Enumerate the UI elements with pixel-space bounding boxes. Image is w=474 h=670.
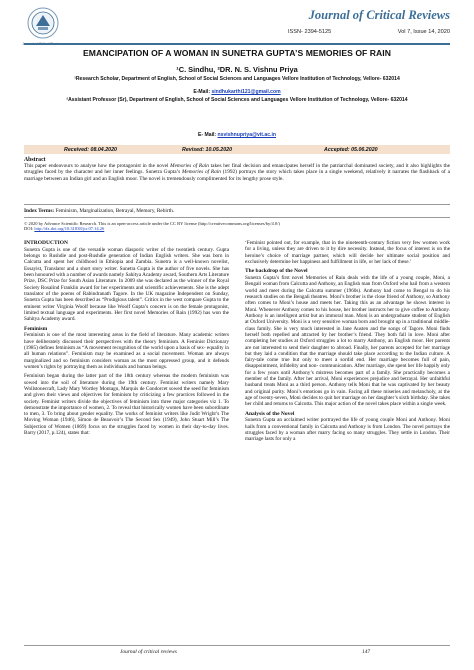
issn: ISSN- 2394-5125	[288, 29, 332, 35]
abstract-text	[24, 163, 450, 182]
dates-bar	[24, 145, 450, 154]
abstract-text-part: This paper endeavours to analyse how the protagonist in the novel	[24, 163, 171, 169]
license	[24, 221, 450, 232]
analysis-heading: Analysis of the Novel	[245, 410, 295, 417]
email-1	[60, 89, 414, 95]
footer-rule	[24, 645, 450, 646]
received-date: Received: 08.04.2020	[64, 146, 118, 153]
keywords-label: Index Terms:	[24, 208, 55, 214]
backdrop-text: Sunetra Gupta’s first novel Memories of Rain deals with the life of a young couple, Moni, a Bengali woman from Calcutta and Anthony, an English man from Oxford who hail from a western world and meet during the Calcutta summer (1960s). Anthony had come to Bengal to do his research studies on the Bengali theatres. Moni’s brother is the close friend of Anthony, so Anthony often comes to Moni’s house and meets her. Taking this as an advantage he shows interest in Moni. Whenever Anthony comes to his house, her brother instructs her to give coffee to Anthony. Anthony is an intelligent artist but an immoral man. Moni is an undergraduate student of English at Oxford University. Moni is a very sensitive woman born and brought up in a traditional middle-class family. She is very much interested in Jane Austen and the songs of Tagore. Moni finds herself both repelled and attracted by her brother’s friend. They both fall in love. Moni after completing her studies at Oxford struggles a lot to marry Anthony, an English moor. Her parents are not interested to send their daughter to abroad. Finally, her parents accepted for her marriage but they laid a condition that the marriage should take place according to the Indian culture. A fairy-tale come true but only to meet a sordid end. Her marriage becomes full of pain, disappointment, infidelity and non- communication. After marriage, she spent her life happily only for a few years until Anthony’s mistress becomes part of a family. She practically becomes a member of the family. After her arrival, Moni experiences prejudice and betrayal. Her unfaithful husband treats Moni as a third person. Anthony tells Moni that he was captivated by her beauty and original purity. Moni’s emotions go in vain. Facing all these miseries and melancholy, at the age of twenty-seven, Moni decides to quit her marriage on her daughter’s sixth birthday. She takes her child and returns to Calcutta. This major action of the novel takes place within a single week.	[245, 275, 450, 408]
block-quote: ‘Feminist pointed out, for example, that in the nineteenth-century fiction very few women work for a living, unless they are driven to it by dire necessity. Instead, the focus of interest is on the heroine’s choice of marriage partner, which will decide her ultimate social position and exclusively determine her happiness and fulfillment in life, or her lack of these.’	[245, 240, 450, 265]
authors: ¹C. Sindhu, ²DR. N. S. Vishnu Priya	[176, 65, 298, 74]
abstract-heading: Abstract	[24, 157, 46, 163]
feminism-heading: Feminism	[24, 325, 48, 332]
journal-logo-icon	[26, 6, 60, 40]
affiliation-2: ²Assistant Professor (Sr), Department of English, School of Social Sciences and Languages Vellore Institution of Technology, Vellore- 632014	[66, 97, 408, 103]
right-column	[245, 240, 450, 446]
feminism-text-2: Feminism began during the latter part of the 18th century whereas the modern feminism was sowed into the soil of literature during the 19th century. Feminist writers namely Mary Wollstonecraft, Lady Mary Wortley Montagu, Marquis de Condorcet sowed the seed for feminism and given their views and objectives for feminism by criticizing a few practices followed in the society. Feminist writers divide the objectives of feminism into three major categories viz 1. To demonstrate the importance of women, 2. To reveal that historically women have been subordinate to men, 3. To bring about gender equality. The works of feminist writers like Judit Wright’s The Moving Woman (1946), Simon de Beauvoir’s The Second Sex (1949), John Stuart Mill’s The Subjection of Women (1869) focus on the struggles faced by women in their day-to-day lives. Barry (2017, p.124), states that:	[24, 373, 229, 437]
abstract	[24, 157, 450, 182]
keywords-text: Feminism, Marginalization, Betrayal, Memory, Rebirth.	[54, 208, 175, 214]
doi-label: DOI:	[24, 226, 35, 232]
email-1-link[interactable]: sindhukarthi121@gmail.com	[211, 89, 281, 95]
email-1-label: E-Mail:	[193, 89, 211, 95]
volume-issue: Vol 7, Issue 14, 2020	[397, 29, 450, 35]
abstract-text-part: (1992) portrays the story which takes place in a single weekend, relatively it narrates the flashback of a marriage between an Indian girl and an English moor. The novel is tremendously complimented for its lengthy prose style.	[24, 169, 450, 182]
affiliation-1: ¹Research Scholar, Department of English, School of Social Sciences and Languages Vellore Institution of Technology, Vellore- 632014	[74, 76, 400, 82]
doi	[24, 226, 450, 231]
email-2-link[interactable]: nsvishnupriya@vit.ac.in	[217, 132, 276, 138]
email-2	[60, 132, 414, 138]
article-title: EMANCIPATION OF A WOMAN IN SUNETRA GUPTA’S MEMORIES OF RAIN	[82, 48, 392, 58]
analysis-text: Sunetra Gupta an acclaimed writer portrayed the life of young couple Moni and Anthony. Moni hails from a conventional family in Calcutta and Anthony is from London. The novel portrays the struggles faced by a woman after marry facing so many struggles. They settle in London. Their marriage lasts for only a	[245, 417, 450, 443]
doi-link[interactable]: http://dx.doi.org/10.31838/jcr.07.14.26	[34, 226, 105, 232]
footer-journal: Journal of critical reviews	[120, 649, 177, 655]
journal-title: Journal of Critical Reviews	[308, 8, 450, 22]
keywords-rule	[24, 217, 450, 218]
introduction-heading: INTRODUCTION	[24, 240, 69, 246]
abstract-rule	[24, 204, 450, 205]
license-text: © 2020 by Advance Scientific Research. This is an open-access article under the CC BY license (http://creativecommons.org/licenses/by/4.0/)	[24, 221, 280, 226]
left-column	[24, 240, 229, 439]
abstract-novel-title: Memories of Rain	[181, 169, 221, 176]
abstract-text-part: takes her final decision and emancipates herself in the patriarchal dominated society, and it also highlights the struggles faced by the character and her inner feelings. Sunetra Gupta’s	[24, 163, 450, 176]
keywords	[24, 208, 450, 214]
revised-date: Revised: 10.05.2020	[182, 146, 233, 153]
abstract-novel-title: Memories of Rain	[170, 163, 209, 169]
accepted-date: Accepted: 05.06.2020	[324, 146, 378, 153]
introduction-text: Sunetra Gupta is one of the versatile woman diasporic writer of the twentieth century. Gupta belongs to Rushdie and post-Rushdie generation of Indian English writers. She was born in Calcutta and spent her childhood in Ethiopia and Zambia. Sunetra is a well-known novelist, Essayist, Translator and a short story writer. Sunetra Gupta is the author of five novels. She has been honoured with a number of awards namely Sahitya Academy award, Southern Arts Literature Prize, DSC Prize for South Asian Literature. In 2009 she was declared as the winner of the Royal Society Rosalind Franklin award for her experiments and scientific achievements. She is the adept translator of the poems of Rabindranath Tagore. In the UK magazine Independent on Sunday, Sunetra Gupta has been described as “Prodigious talent”. Critics in the west compare Gupta to the eminent writer Virginia Woolf because like Woolf Gupta’s concern is on the female protagonist, limited textual language and experiments. Her first novel Memories of Rain (1992) has won the Sahitya Academy award.	[24, 246, 229, 323]
backdrop-heading: The backdrop of the Novel	[245, 268, 308, 275]
email-2-label: E- Mail:	[197, 132, 217, 138]
page-number: 147	[362, 649, 371, 655]
header-rule	[24, 43, 450, 45]
feminism-text-1: Feminism is one of the most interesting areas in the field of literature. Many academic writers have deliberately discussed their perspectives with the theory feminism. A Feminist Dictionary (1985) defines feminism as “A movement recognition of the world upon a basis of sex- equality in all human relations”. Feminism may be examined as a social movement. Woman are always marginalized and so feminism considers woman as the most oppressed group, and it defends women’s rights by portraying them as individuals and human beings.	[24, 332, 229, 370]
